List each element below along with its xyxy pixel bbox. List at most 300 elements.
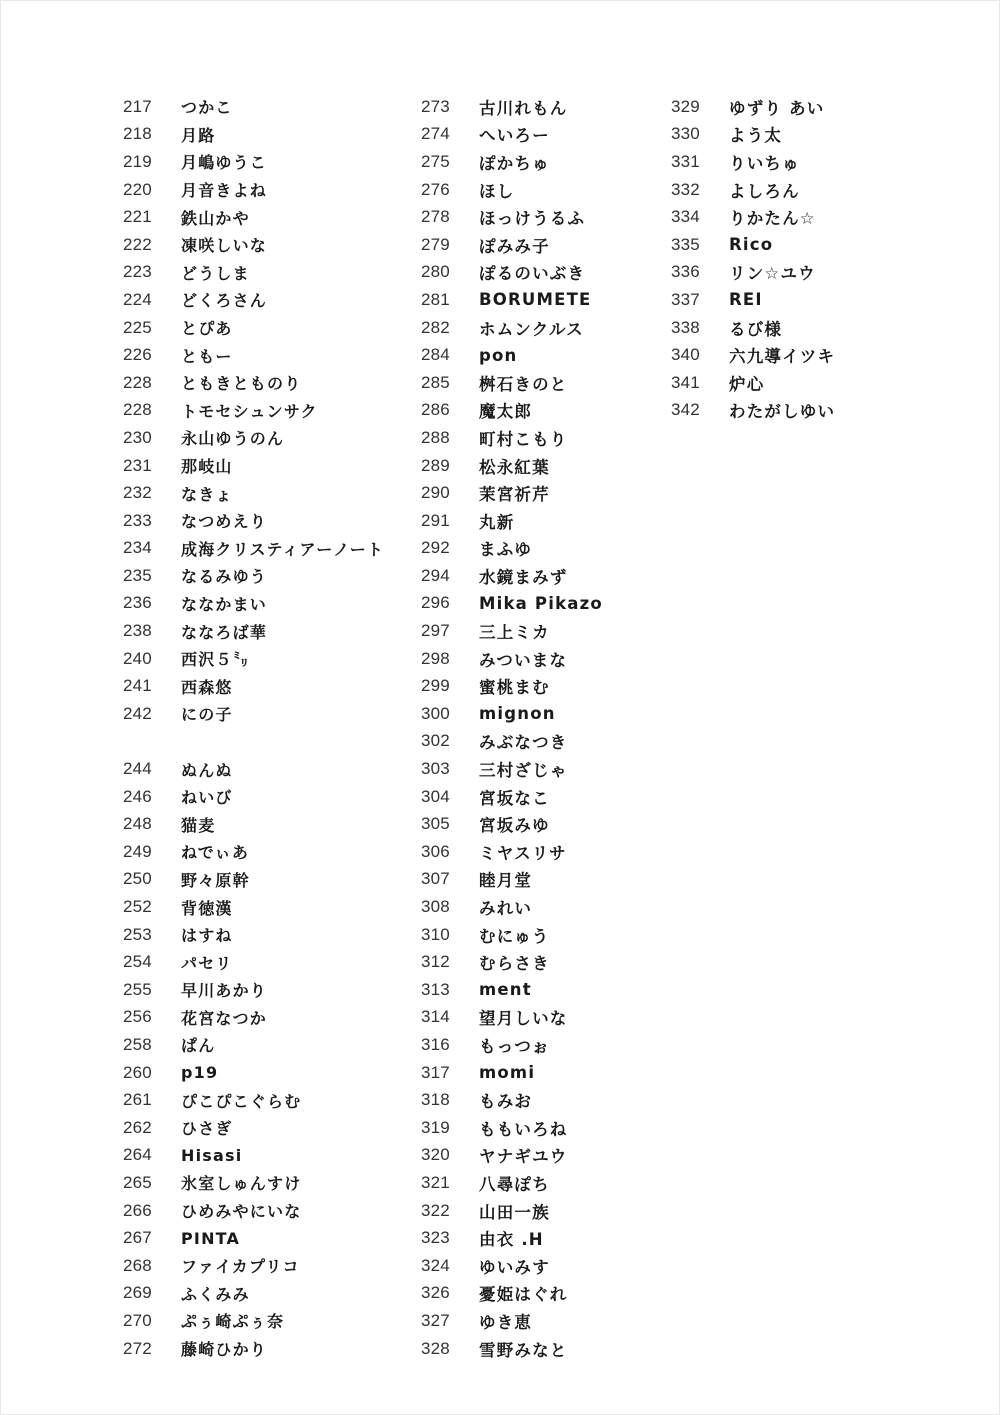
page-number: 299 bbox=[421, 676, 450, 696]
list-item bbox=[421, 893, 661, 921]
artist-name: ゆずり あい bbox=[729, 98, 825, 118]
list-item bbox=[123, 893, 413, 921]
list-item bbox=[421, 286, 661, 314]
list-item bbox=[421, 1307, 661, 1335]
page-number: 236 bbox=[123, 593, 152, 613]
list-item bbox=[671, 369, 911, 397]
artist-name: 氷室しゅんすけ bbox=[181, 1174, 302, 1194]
page-number: 335 bbox=[671, 234, 700, 254]
artist-name: ヤナギユウ bbox=[479, 1147, 568, 1167]
page-number: 282 bbox=[421, 317, 450, 337]
artist-name: むらさき bbox=[479, 954, 550, 974]
artist-name: どうしま bbox=[181, 263, 250, 283]
artist-name: Hisasi bbox=[181, 1145, 243, 1165]
artist-name: 猫麦 bbox=[181, 815, 216, 835]
artist-name: ほし bbox=[479, 181, 515, 201]
page-number: 316 bbox=[421, 1034, 450, 1054]
list-item bbox=[123, 562, 413, 590]
list-item bbox=[123, 286, 413, 314]
page-number: 223 bbox=[123, 262, 152, 282]
list-item bbox=[421, 866, 661, 894]
list-item bbox=[123, 452, 413, 480]
list-item bbox=[421, 121, 661, 149]
page-number: 230 bbox=[123, 427, 152, 447]
artist-name: ひめみやにいな bbox=[181, 1202, 302, 1222]
list-item bbox=[123, 755, 413, 783]
artist-name: 宮坂なこ bbox=[479, 788, 550, 808]
page-number: 240 bbox=[123, 648, 152, 668]
artist-name: ななかまい bbox=[181, 594, 268, 614]
artist-name: 三上ミカ bbox=[479, 623, 550, 643]
page-number: 319 bbox=[421, 1117, 450, 1137]
artist-name: どくろさん bbox=[181, 291, 268, 311]
list-item bbox=[421, 672, 661, 700]
page-number: 341 bbox=[671, 372, 700, 392]
artist-name: 魔太郎 bbox=[479, 402, 533, 422]
artist-name: むにゅう bbox=[479, 926, 550, 946]
page-number: 280 bbox=[421, 262, 450, 282]
artist-name: とぴあ bbox=[181, 319, 233, 339]
list-item bbox=[421, 755, 661, 783]
list-item bbox=[421, 452, 661, 480]
list-item bbox=[421, 397, 661, 425]
list-item bbox=[421, 176, 661, 204]
artist-name: 背徳漢 bbox=[181, 898, 233, 918]
page-number: 275 bbox=[421, 151, 450, 171]
artist-name: 三村ざじゃ bbox=[479, 761, 568, 781]
list-item bbox=[421, 203, 661, 231]
list-item bbox=[123, 231, 413, 259]
page-number: 288 bbox=[421, 427, 450, 447]
page-number: 313 bbox=[421, 979, 450, 999]
list-item bbox=[421, 728, 661, 756]
list-item bbox=[123, 590, 413, 618]
artist-name: 八尋ぽち bbox=[479, 1174, 550, 1194]
page-number: 303 bbox=[421, 759, 450, 779]
list-item bbox=[421, 1280, 661, 1308]
page-number: 253 bbox=[123, 924, 152, 944]
artist-name: ファイカプリコ bbox=[181, 1257, 300, 1277]
list-item bbox=[671, 93, 911, 121]
page-number: 342 bbox=[671, 400, 700, 420]
column-3 bbox=[671, 93, 911, 424]
list-item bbox=[421, 948, 661, 976]
artist-name: ホムンクルス bbox=[479, 319, 584, 339]
list-item bbox=[123, 479, 413, 507]
page-number: 268 bbox=[123, 1255, 152, 1275]
page-number: 249 bbox=[123, 841, 152, 861]
artist-name: ぽみみ子 bbox=[479, 236, 550, 256]
page-number: 258 bbox=[123, 1034, 152, 1054]
list-item bbox=[123, 783, 413, 811]
artist-name: PINTA bbox=[181, 1228, 241, 1248]
page-number: 217 bbox=[123, 96, 152, 116]
artist-name: 六九導イツキ bbox=[729, 347, 836, 367]
list-item bbox=[123, 921, 413, 949]
artist-name: ゆいみす bbox=[479, 1257, 550, 1277]
list-item bbox=[421, 93, 661, 121]
artist-name: Mika Pikazo bbox=[479, 593, 603, 613]
artist-name: 山田一族 bbox=[479, 1202, 550, 1222]
page-number: 272 bbox=[123, 1338, 152, 1358]
list-item bbox=[421, 645, 661, 673]
artist-name: へいろー bbox=[479, 126, 550, 146]
artist-name: 西沢５㍉ bbox=[181, 650, 250, 670]
page-number: 337 bbox=[671, 289, 700, 309]
page-number: 307 bbox=[421, 869, 450, 889]
page-number: 322 bbox=[421, 1200, 450, 1220]
list-item bbox=[671, 231, 911, 259]
page-number: 220 bbox=[123, 179, 152, 199]
list-item bbox=[421, 590, 661, 618]
list-item bbox=[123, 203, 413, 231]
page-number: 328 bbox=[421, 1338, 450, 1358]
artist-name: ひさぎ bbox=[181, 1119, 233, 1139]
list-item bbox=[671, 121, 911, 149]
list-item bbox=[123, 700, 413, 728]
page-number: 274 bbox=[421, 124, 450, 144]
page-number: 273 bbox=[421, 96, 450, 116]
list-item bbox=[123, 1280, 413, 1308]
list-item bbox=[123, 535, 413, 563]
list-item bbox=[421, 1086, 661, 1114]
page-number: 296 bbox=[421, 593, 450, 613]
list-item bbox=[421, 479, 661, 507]
artist-name: よう太 bbox=[729, 126, 783, 146]
page-number: 289 bbox=[421, 455, 450, 475]
page-number: 221 bbox=[123, 207, 152, 227]
page-number: 260 bbox=[123, 1062, 152, 1082]
list-item bbox=[123, 369, 413, 397]
page-number: 254 bbox=[123, 952, 152, 972]
list-item bbox=[123, 1224, 413, 1252]
page-number: 305 bbox=[421, 814, 450, 834]
list-item bbox=[123, 838, 413, 866]
list-item bbox=[421, 148, 661, 176]
list-item bbox=[671, 203, 911, 231]
page-number: 266 bbox=[123, 1200, 152, 1220]
list-item bbox=[123, 1031, 413, 1059]
page-number: 279 bbox=[421, 234, 450, 254]
artist-name: 月嶋ゆうこ bbox=[181, 153, 268, 173]
artist-name: 憂姫はぐれ bbox=[479, 1285, 568, 1305]
list-item bbox=[123, 1086, 413, 1114]
list-item bbox=[421, 783, 661, 811]
artist-name: 古川れもん bbox=[479, 98, 568, 118]
page-number: 262 bbox=[123, 1117, 152, 1137]
page-number: 291 bbox=[421, 510, 450, 530]
page-number: 248 bbox=[123, 814, 152, 834]
page-number: 241 bbox=[123, 676, 152, 696]
artist-name: ともきとものり bbox=[181, 374, 302, 394]
list-item bbox=[123, 397, 413, 425]
list-item bbox=[123, 728, 413, 756]
list-item bbox=[421, 617, 661, 645]
artist-name: REI bbox=[729, 290, 763, 310]
list-item bbox=[671, 148, 911, 176]
list-item bbox=[421, 1004, 661, 1032]
list-item bbox=[421, 1197, 661, 1225]
page-number: 270 bbox=[123, 1310, 152, 1330]
list-item bbox=[123, 259, 413, 287]
page-number: 330 bbox=[671, 124, 700, 144]
page-number: 308 bbox=[421, 897, 450, 917]
artist-name: 宮坂みゆ bbox=[479, 816, 550, 836]
page-number: 317 bbox=[421, 1062, 450, 1082]
artist-name: pon bbox=[479, 345, 518, 365]
list-item bbox=[421, 562, 661, 590]
page-number: 264 bbox=[123, 1145, 152, 1165]
artist-name: ゆき恵 bbox=[479, 1312, 533, 1332]
page-number: 300 bbox=[421, 703, 450, 723]
page-number: 233 bbox=[123, 510, 152, 530]
page-number: 323 bbox=[421, 1228, 450, 1248]
list-item bbox=[421, 838, 661, 866]
page-number: 324 bbox=[421, 1255, 450, 1275]
page-number: 222 bbox=[123, 234, 152, 254]
page-number: 284 bbox=[421, 345, 450, 365]
artist-name: トモセシュンサク bbox=[181, 401, 318, 421]
artist-name: ももいろね bbox=[479, 1119, 568, 1139]
artist-name: 鉄山かや bbox=[181, 208, 250, 228]
artist-name: ぴこぴこぐらむ bbox=[181, 1091, 302, 1111]
page-number: 334 bbox=[671, 207, 700, 227]
list-item bbox=[123, 617, 413, 645]
list-item bbox=[671, 259, 911, 287]
list-item bbox=[123, 93, 413, 121]
artist-name: 野々原幹 bbox=[181, 870, 250, 890]
list-item bbox=[123, 810, 413, 838]
artist-name: mignon bbox=[479, 704, 556, 724]
page-number: 250 bbox=[123, 869, 152, 889]
list-item bbox=[421, 1059, 661, 1087]
page-number: 255 bbox=[123, 979, 152, 999]
artist-name: 桝石きのと bbox=[479, 374, 568, 394]
artist-name: 丸新 bbox=[479, 512, 515, 532]
page-number: 318 bbox=[421, 1090, 450, 1110]
list-item bbox=[123, 1169, 413, 1197]
list-item bbox=[421, 1031, 661, 1059]
artist-name: 藤崎ひかり bbox=[181, 1340, 268, 1360]
list-item bbox=[421, 231, 661, 259]
list-item bbox=[421, 341, 661, 369]
list-item bbox=[123, 645, 413, 673]
artist-name: 月音きよね bbox=[181, 181, 268, 201]
list-item bbox=[421, 1224, 661, 1252]
page-number: 218 bbox=[123, 124, 152, 144]
list-item bbox=[123, 1197, 413, 1225]
artist-name: ミヤスリサ bbox=[479, 843, 567, 863]
page-number: 225 bbox=[123, 317, 152, 337]
list-item bbox=[123, 948, 413, 976]
artist-name: ふくみみ bbox=[181, 1284, 250, 1304]
page-number: 326 bbox=[421, 1283, 450, 1303]
page-number: 256 bbox=[123, 1007, 152, 1027]
artist-name: もっつぉ bbox=[479, 1036, 550, 1056]
page-number: 234 bbox=[123, 538, 152, 558]
list-item bbox=[123, 148, 413, 176]
artist-name: 炉心 bbox=[729, 374, 765, 394]
list-item bbox=[671, 176, 911, 204]
list-item bbox=[123, 1252, 413, 1280]
artist-name: 早川あかり bbox=[181, 981, 268, 1001]
artist-name: ぽるのいぶき bbox=[479, 264, 586, 284]
artist-name: わたがしゆい bbox=[729, 402, 836, 422]
list-item bbox=[421, 369, 661, 397]
artist-name: にの子 bbox=[181, 705, 233, 725]
artist-name: るび様 bbox=[729, 319, 783, 339]
page-number: 298 bbox=[421, 648, 450, 668]
page-number: 332 bbox=[671, 179, 700, 199]
list-item bbox=[671, 397, 911, 425]
artist-name: りかたん☆ bbox=[729, 209, 816, 229]
list-item bbox=[421, 314, 661, 342]
page-number: 226 bbox=[123, 345, 152, 365]
artist-name: ともー bbox=[181, 346, 233, 366]
list-item bbox=[421, 1252, 661, 1280]
artist-name: 西森悠 bbox=[181, 677, 233, 697]
list-item bbox=[123, 1335, 413, 1363]
list-item bbox=[123, 1142, 413, 1170]
artist-name: ねいび bbox=[181, 788, 233, 808]
artist-name: 凍咲しいな bbox=[181, 236, 268, 256]
artist-name: ment bbox=[479, 980, 532, 1000]
artist-name: みぶなつき bbox=[479, 733, 568, 753]
list-item bbox=[421, 810, 661, 838]
page-number: 267 bbox=[123, 1228, 152, 1248]
page-number: 228 bbox=[123, 372, 152, 392]
artist-name: みついまな bbox=[479, 650, 568, 670]
list-item bbox=[123, 121, 413, 149]
page-number: 278 bbox=[421, 207, 450, 227]
page-number: 321 bbox=[421, 1172, 450, 1192]
artist-name: よしろん bbox=[729, 181, 800, 201]
page-number: 276 bbox=[421, 179, 450, 199]
list-item bbox=[671, 286, 911, 314]
artist-name: 那岐山 bbox=[181, 457, 233, 477]
page-number: 336 bbox=[671, 262, 700, 282]
list-item bbox=[123, 1004, 413, 1032]
page-number: 246 bbox=[123, 786, 152, 806]
artist-name: 茉宮祈芹 bbox=[479, 485, 550, 505]
list-item bbox=[421, 921, 661, 949]
list-item bbox=[123, 976, 413, 1004]
page-number: 265 bbox=[123, 1172, 152, 1192]
artist-name: つかこ bbox=[181, 98, 233, 118]
artist-name: 花宮なつか bbox=[181, 1008, 268, 1028]
list-item bbox=[123, 1059, 413, 1087]
artist-name: パセリ bbox=[181, 953, 233, 973]
artist-name: 成海クリスティアーノート bbox=[181, 539, 385, 559]
page-number: 314 bbox=[421, 1007, 450, 1027]
list-item bbox=[123, 672, 413, 700]
page-number: 286 bbox=[421, 400, 450, 420]
page-number: 327 bbox=[421, 1310, 450, 1330]
artist-name: Rico bbox=[729, 235, 774, 255]
artist-name: ななろば華 bbox=[181, 622, 268, 642]
artist-name: ねでぃあ bbox=[181, 843, 250, 863]
list-item bbox=[123, 424, 413, 452]
list-item bbox=[421, 535, 661, 563]
page-number: 235 bbox=[123, 565, 152, 585]
page-number: 297 bbox=[421, 621, 450, 641]
list-item bbox=[123, 176, 413, 204]
list-item bbox=[421, 700, 661, 728]
list-item bbox=[421, 424, 661, 452]
page-number: 244 bbox=[123, 759, 152, 779]
list-item bbox=[123, 866, 413, 894]
page-number: 238 bbox=[123, 621, 152, 641]
artist-name: ぬんぬ bbox=[181, 760, 233, 780]
page-number: 306 bbox=[421, 841, 450, 861]
list-item bbox=[671, 341, 911, 369]
artist-name: はすね bbox=[181, 926, 233, 946]
page-number: 320 bbox=[421, 1145, 450, 1165]
artist-name: 由衣 .H bbox=[479, 1230, 544, 1250]
page-number: 228 bbox=[123, 400, 152, 420]
page-number: 242 bbox=[123, 703, 152, 723]
artist-name: 蜜桃まむ bbox=[479, 678, 550, 698]
list-item bbox=[123, 314, 413, 342]
page-number: 329 bbox=[671, 96, 700, 116]
artist-name: momi bbox=[479, 1063, 536, 1083]
artist-name: 永山ゆうのん bbox=[181, 429, 285, 449]
page-number: 261 bbox=[123, 1090, 152, 1110]
page-number: 219 bbox=[123, 151, 152, 171]
list-item bbox=[123, 341, 413, 369]
page-number: 285 bbox=[421, 372, 450, 392]
page-number: 338 bbox=[671, 317, 700, 337]
artist-name: 望月しいな bbox=[479, 1009, 568, 1029]
list-item bbox=[123, 507, 413, 535]
artist-name: ぱん bbox=[181, 1036, 216, 1056]
page-number: 302 bbox=[421, 731, 450, 751]
list-item bbox=[421, 259, 661, 287]
list-item bbox=[421, 1142, 661, 1170]
list-item bbox=[671, 314, 911, 342]
page-number: 252 bbox=[123, 897, 152, 917]
artist-name: もみお bbox=[479, 1092, 533, 1112]
page-number: 281 bbox=[421, 289, 450, 309]
page-number: 304 bbox=[421, 786, 450, 806]
artist-name: みれい bbox=[479, 899, 533, 919]
artist-name: ほっけうるふ bbox=[479, 209, 586, 229]
artist-name: リン☆ユウ bbox=[729, 264, 816, 284]
page-number: 340 bbox=[671, 345, 700, 365]
page-number: 290 bbox=[421, 483, 450, 503]
artist-name: BORUMETE bbox=[479, 290, 592, 310]
artist-name: ぷぅ崎ぷぅ奈 bbox=[181, 1312, 285, 1332]
page-number: 310 bbox=[421, 924, 450, 944]
page-number: 292 bbox=[421, 538, 450, 558]
artist-name: まふゆ bbox=[479, 540, 533, 560]
artist-name: 水鏡まみず bbox=[479, 567, 568, 587]
artist-name: 睦月堂 bbox=[479, 871, 533, 891]
artist-name: p19 bbox=[181, 1063, 219, 1083]
artist-name: ぽかちゅ bbox=[479, 153, 550, 173]
page-number: 231 bbox=[123, 455, 152, 475]
list-item bbox=[421, 1114, 661, 1142]
page-number: 331 bbox=[671, 151, 700, 171]
page-number: 269 bbox=[123, 1283, 152, 1303]
artist-name: 雪野みなと bbox=[479, 1340, 568, 1360]
page-number: 312 bbox=[421, 952, 450, 972]
artist-name: なるみゆう bbox=[181, 567, 268, 587]
list-item bbox=[421, 1169, 661, 1197]
artist-name: りいちゅ bbox=[729, 153, 800, 173]
artist-name: なきょ bbox=[181, 484, 233, 504]
list-item bbox=[421, 507, 661, 535]
